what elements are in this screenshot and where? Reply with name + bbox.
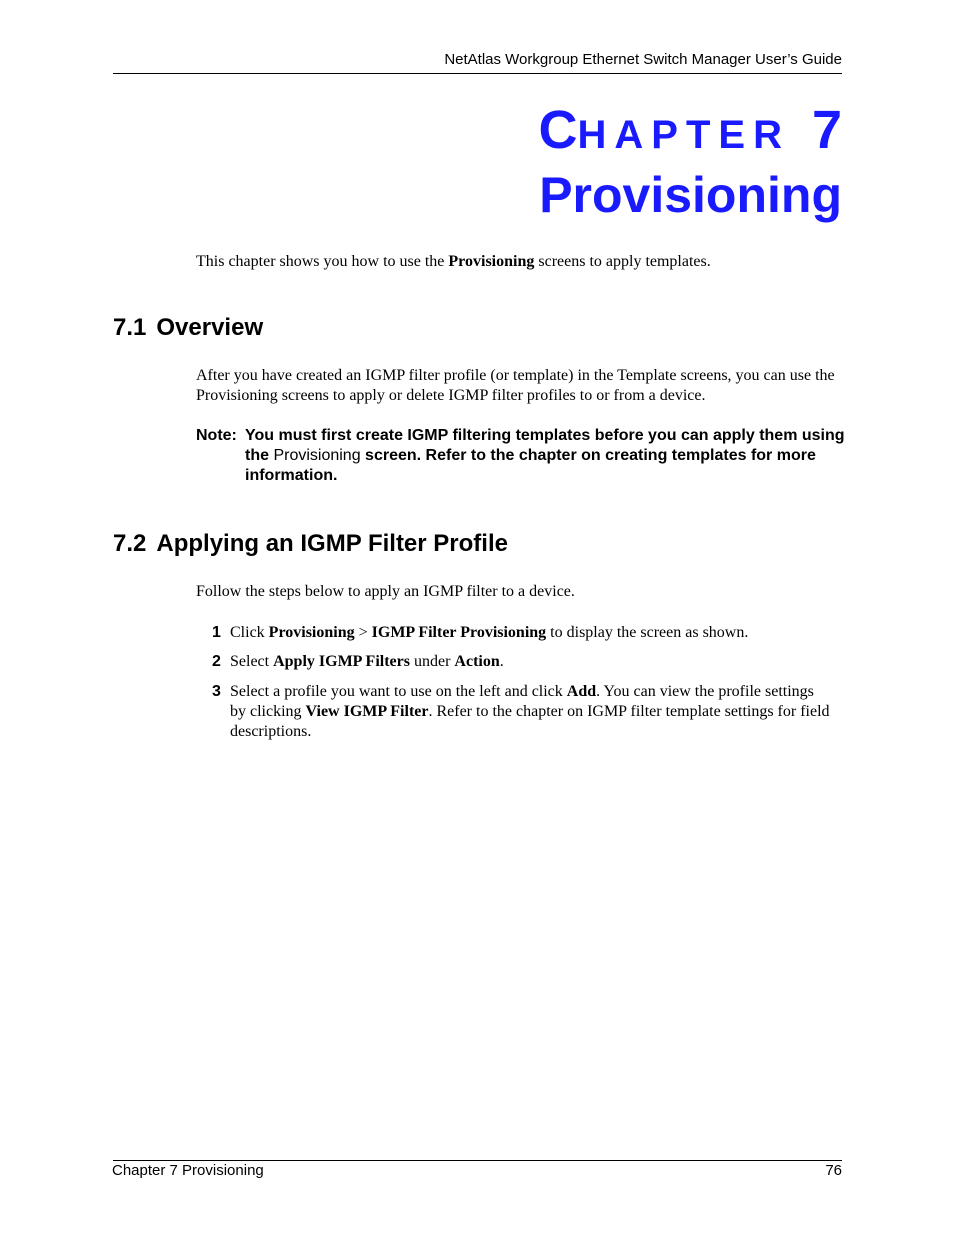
note-text-2: Provisioning [269, 447, 366, 464]
section-title: Overview [156, 314, 264, 341]
step-number: 3 [212, 683, 221, 700]
header-rule [113, 73, 842, 74]
intro-paragraph [196, 252, 842, 272]
note-block [196, 426, 846, 486]
step-text-part: under [409, 653, 455, 670]
applying-paragraph: Follow the steps below to apply an IGMP filter to a device. [196, 583, 575, 600]
step-text-bold: Provisioning [268, 624, 359, 641]
step-text-part: Click [230, 624, 269, 641]
step-text-bold: Apply IGMP Filters [273, 653, 410, 670]
step-text-bold: IGMP Filter Provisioning [371, 624, 547, 641]
step-text [230, 682, 832, 742]
step-text-part: . Refer to the chapter on IGMP filter template settings for field descriptions. [230, 703, 830, 740]
step-item [212, 652, 832, 672]
note-text-1: You must first create IGMP filtering templates before you can apply them using the [245, 427, 845, 464]
note-label: Note: [196, 427, 237, 444]
section-number: 7.2 [113, 530, 147, 557]
step-text-part: Select [230, 653, 274, 670]
page-number: 76 [825, 1162, 842, 1179]
step-text [230, 623, 832, 643]
step-number: 1 [212, 624, 221, 641]
step-item [212, 623, 832, 643]
step-text-bold: Add [566, 683, 597, 700]
section-number: 7.1 [113, 314, 147, 341]
intro-text-bold: Provisioning [448, 253, 535, 270]
chapter-label-initial: C [538, 100, 578, 160]
overview-paragraph: After you have created an IGMP filter profile (or template) in the Template screens, you can use the Provisioning screens to apply or delete IGMP filter profiles to or from a device. [196, 367, 835, 404]
section-heading-overview [113, 313, 263, 343]
step-text-part: . You can view the profile settings by clicking [230, 683, 814, 720]
chapter-title: Provisioning [539, 167, 842, 223]
footer-chapter: Chapter 7 Provisioning [112, 1162, 264, 1179]
intro-text-1: This chapter shows you how to use the [196, 253, 449, 270]
step-text-part: . [499, 653, 504, 670]
chapter-label-rest: HAPTER [577, 113, 790, 157]
step-text-part: > [358, 624, 372, 641]
step-text-part: to display the screen as shown. [546, 624, 749, 641]
chapter-number: 7 [811, 100, 842, 160]
section-title: Applying an IGMP Filter Profile [156, 530, 508, 557]
step-text-bold: Action [454, 653, 500, 670]
step-text-bold: View IGMP Filter [305, 703, 429, 720]
intro-text-2: screens to apply templates. [534, 253, 711, 270]
step-item [212, 682, 832, 742]
chapter-label [539, 98, 843, 167]
note-text-3: screen. Refer to the chapter on creating templates for more information. [245, 447, 816, 484]
running-header: NetAtlas Workgroup Ethernet Switch Manager User’s Guide [444, 51, 842, 68]
step-text-part: Select a profile you want to use on the left and click [230, 683, 567, 700]
footer-rule [113, 1160, 842, 1161]
step-text [230, 652, 832, 672]
step-number: 2 [212, 653, 221, 670]
section-heading-applying [113, 529, 508, 559]
note-text [245, 426, 846, 486]
